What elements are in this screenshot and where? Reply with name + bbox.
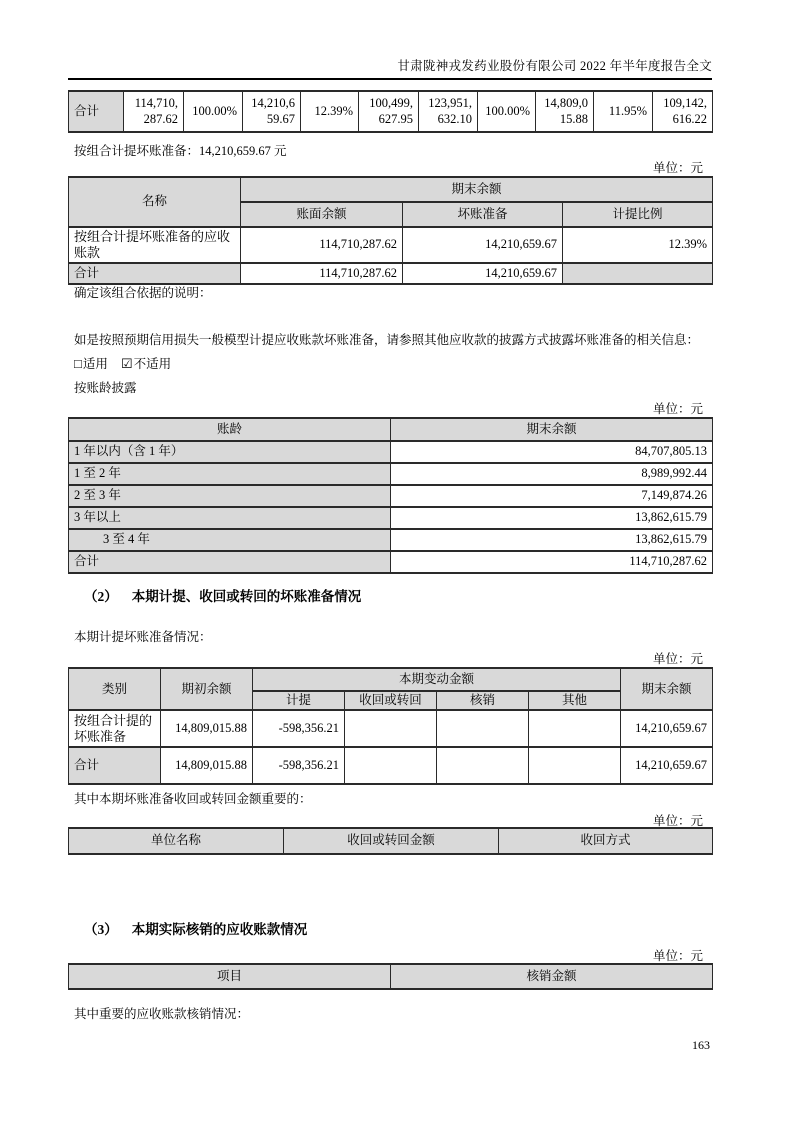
table-row bbox=[69, 551, 713, 573]
section-2-heading bbox=[68, 585, 712, 605]
aging-value-cell: 13,862,615.79 bbox=[391, 529, 713, 551]
total-cell: 100.00% bbox=[478, 91, 536, 132]
unit-label: 单位：元 bbox=[652, 949, 703, 963]
closing-cell: 14,210,659.67 bbox=[621, 747, 713, 784]
writtenoff-header: 核销 bbox=[437, 691, 529, 710]
provision-change-table bbox=[68, 667, 713, 785]
total-cell: 12.39% bbox=[301, 91, 359, 132]
bad-debt-cell: 14,210,659.67 bbox=[403, 263, 563, 284]
recovered-cell bbox=[345, 710, 437, 747]
writtenoff-cell bbox=[437, 747, 529, 784]
opening-cell: 14,809,015.88 bbox=[161, 710, 253, 747]
total-cell: 109,142,616.22 bbox=[653, 91, 713, 132]
other-header: 其他 bbox=[529, 691, 621, 710]
total-cell: 14,210,659.67 bbox=[243, 91, 301, 132]
aging-value-cell: 114,710,287.62 bbox=[391, 551, 713, 573]
writeoff-note: 其中重要的应收账款核销情况： bbox=[74, 1007, 250, 1021]
table-row bbox=[69, 441, 713, 463]
page-number: 163 bbox=[692, 1038, 710, 1052]
table-row bbox=[69, 710, 713, 747]
bad-debt-cell: 14,210,659.67 bbox=[403, 227, 563, 263]
table-header-row bbox=[69, 964, 713, 989]
row-name-cell: 合计 bbox=[69, 263, 241, 284]
table-row bbox=[69, 747, 713, 784]
total-cell: 11.95% bbox=[594, 91, 653, 132]
section-number: （2） bbox=[84, 589, 118, 604]
aging-label-cell: 3 至 4 年 bbox=[69, 529, 391, 551]
opening-balance-header: 期初余额 bbox=[161, 668, 253, 710]
section-title: 本期实际核销的应收账款情况 bbox=[131, 922, 308, 937]
basis-note: 确定该组合依据的说明： bbox=[74, 286, 212, 300]
total-cell: 123,951,632.10 bbox=[419, 91, 478, 132]
name-header-cell: 名称 bbox=[69, 177, 241, 227]
unit-label: 单位：元 bbox=[652, 814, 703, 828]
writeoff-amount-header: 核销金额 bbox=[391, 964, 713, 989]
recovery-method-header: 收回方式 bbox=[499, 828, 713, 854]
aging-label-cell: 合计 bbox=[69, 551, 391, 573]
opening-cell: 14,809,015.88 bbox=[161, 747, 253, 784]
applicable-label: 适用 bbox=[82, 357, 108, 371]
closing-cell: 14,210,659.67 bbox=[621, 710, 713, 747]
aging-header: 账龄 bbox=[69, 418, 391, 441]
category-cell: 合计 bbox=[69, 747, 161, 784]
table-row bbox=[69, 485, 713, 507]
not-applicable-label: 不适用 bbox=[133, 357, 172, 371]
applicable-option bbox=[74, 357, 108, 371]
closing-balance-group-header: 期末余额 bbox=[241, 177, 713, 202]
checkbox-unchecked-icon: □ bbox=[74, 356, 82, 371]
ratio-cell: 12.39% bbox=[563, 227, 713, 263]
aging-value-cell: 84,707,805.13 bbox=[391, 441, 713, 463]
aging-label-cell: 1 年以内（含 1 年） bbox=[69, 441, 391, 463]
bad-debt-header: 坏账准备 bbox=[403, 202, 563, 227]
writeoff-table bbox=[68, 963, 713, 990]
provision-cell: -598,356.21 bbox=[253, 710, 345, 747]
portfolio-provision-table bbox=[68, 176, 713, 285]
other-cell bbox=[529, 710, 621, 747]
total-cell: 100.00% bbox=[184, 91, 243, 132]
writtenoff-cell bbox=[437, 710, 529, 747]
table-row bbox=[69, 91, 713, 132]
table-header-row bbox=[69, 668, 713, 691]
unit-label: 单位：元 bbox=[652, 161, 703, 175]
recovery-note: 其中本期坏账准备收回或转回金额重要的： bbox=[74, 792, 312, 806]
aging-value-cell: 8,989,992.44 bbox=[391, 463, 713, 485]
recovered-cell bbox=[345, 747, 437, 784]
row-name-cell: 按组合计提坏账准备的应收账款 bbox=[69, 227, 241, 263]
section-3-heading bbox=[68, 918, 712, 938]
checkbox-checked-icon: ☑ bbox=[121, 356, 133, 371]
recovered-header: 收回或转回 bbox=[345, 691, 437, 710]
aging-label-cell: 2 至 3 年 bbox=[69, 485, 391, 507]
aging-table bbox=[68, 417, 713, 574]
aging-label-cell: 3 年以上 bbox=[69, 507, 391, 529]
receivables-total-row-table bbox=[68, 90, 713, 133]
aging-label-cell: 1 至 2 年 bbox=[69, 463, 391, 485]
book-balance-cell: 114,710,287.62 bbox=[241, 227, 403, 263]
item-header: 项目 bbox=[69, 964, 391, 989]
other-cell bbox=[529, 747, 621, 784]
current-provision-intro: 本期计提坏账准备情况： bbox=[74, 630, 212, 644]
total-cell: 100,499,627.95 bbox=[359, 91, 419, 132]
unit-label: 单位：元 bbox=[652, 402, 703, 416]
report-header-title: 甘肃陇神戎发药业股份有限公司 2022 年半年度报告全文 bbox=[397, 59, 712, 73]
table-row bbox=[69, 463, 713, 485]
section-title: 本期计提、收回或转回的坏账准备情况 bbox=[131, 589, 362, 604]
table-row bbox=[69, 507, 713, 529]
total-label-cell: 合计 bbox=[69, 91, 124, 132]
book-balance-header: 账面余额 bbox=[241, 202, 403, 227]
unit-label: 单位：元 bbox=[652, 652, 703, 666]
book-balance-cell: 114,710,287.62 bbox=[241, 263, 403, 284]
header-rule bbox=[68, 78, 712, 80]
applicability-row bbox=[68, 354, 712, 372]
table-header-row bbox=[69, 418, 713, 441]
category-header: 类别 bbox=[69, 668, 161, 710]
aging-disclosure-title: 按账龄披露 bbox=[74, 381, 137, 395]
category-cell: 按组合计提的坏账准备 bbox=[69, 710, 161, 747]
provision-cell: -598,356.21 bbox=[253, 747, 345, 784]
not-applicable-option bbox=[121, 357, 171, 371]
table-header-row bbox=[69, 828, 713, 854]
section-number: （3） bbox=[84, 922, 118, 937]
ratio-cell bbox=[563, 263, 713, 284]
ecl-note: 如是按照预期信用损失一般模型计提应收账款坏账准备，请参照其他应收款的披露方式披露坏账准备的相关信息： bbox=[74, 333, 700, 347]
table-row bbox=[69, 263, 713, 284]
provision-header: 计提 bbox=[253, 691, 345, 710]
table-row bbox=[69, 227, 713, 263]
provision-total-note: 按组合计提坏账准备：14,210,659.67 元 bbox=[74, 144, 287, 158]
closing-balance-header: 期末余额 bbox=[621, 668, 713, 710]
aging-value-cell: 13,862,615.79 bbox=[391, 507, 713, 529]
total-cell: 14,809,015.88 bbox=[536, 91, 594, 132]
closing-balance-header: 期末余额 bbox=[391, 418, 713, 441]
table-header-row bbox=[69, 177, 713, 202]
recovery-table bbox=[68, 827, 713, 855]
entity-name-header: 单位名称 bbox=[69, 828, 284, 854]
ratio-header: 计提比例 bbox=[563, 202, 713, 227]
total-cell: 114,710,287.62 bbox=[124, 91, 184, 132]
table-row bbox=[69, 529, 713, 551]
period-change-group-header: 本期变动金额 bbox=[253, 668, 621, 691]
recovered-amount-header: 收回或转回金额 bbox=[284, 828, 499, 854]
aging-value-cell: 7,149,874.26 bbox=[391, 485, 713, 507]
